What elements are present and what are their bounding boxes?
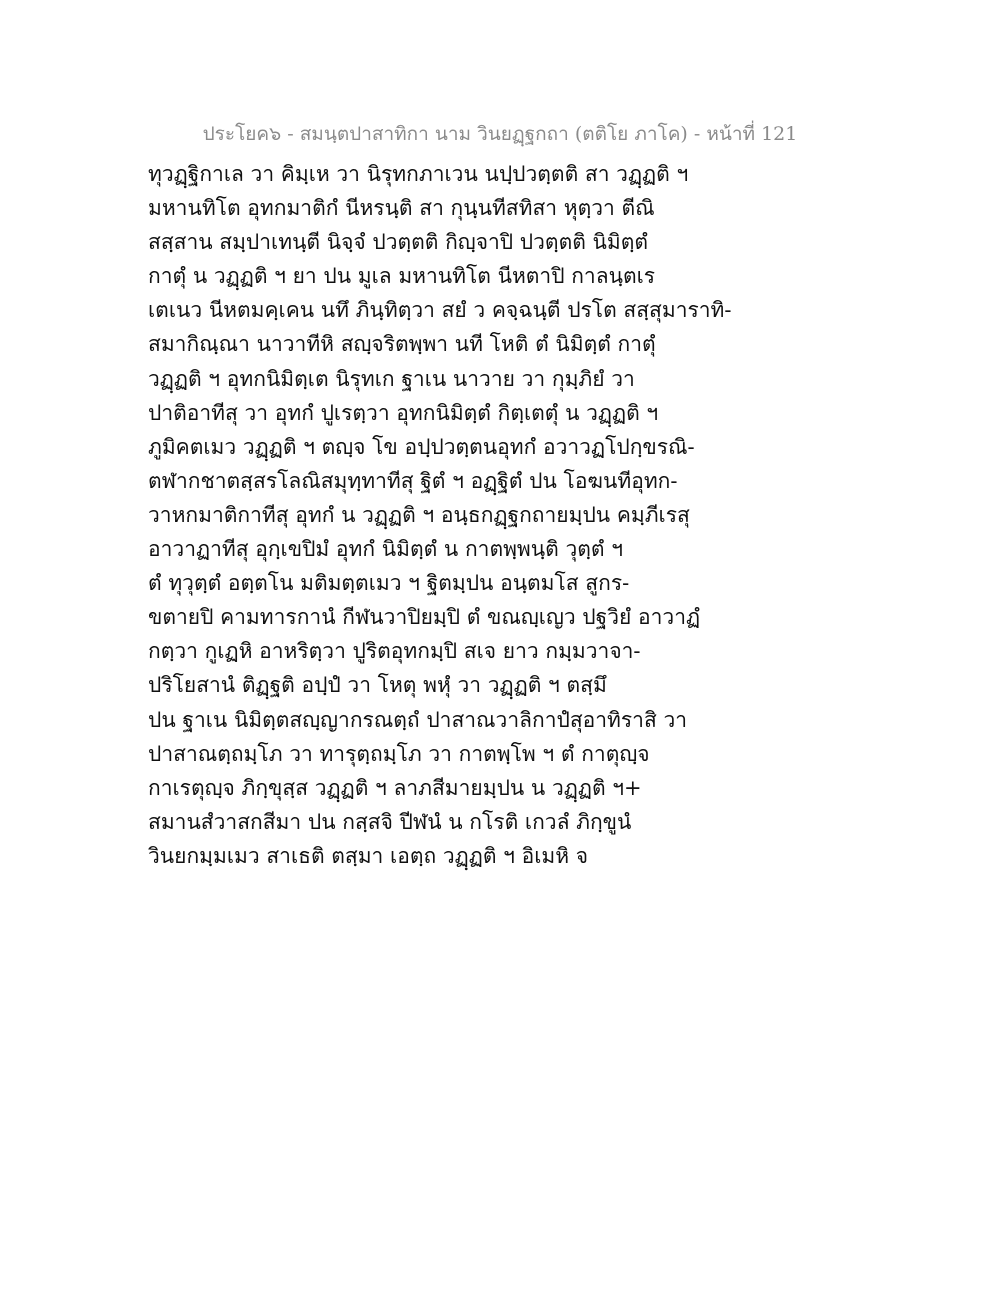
text-line: สมากิณฺณา นาวาทีหิ สญฺจริตพฺพา นที โหติ ตํ นิมิตฺตํ กาตุํ [148,332,656,357]
text-line: ทุวฏฺฐิกาเล วา คิมฺเห วา นิรุทกภาเวน นปฺปวตฺตติ สา วฏฺฏติ ฯ [148,162,689,186]
text-line: วฏฺฏติ ฯ อุทกนิมิตฺเต นิรุทเก ฐาเน นาวาย วา กุมฺภิยํ วา [148,366,635,391]
text-line: สสฺสาน สมฺปาเทนฺตี นิจฺจํ ปวตฺตติ กิญฺจาปิ ปวตฺตติ นิมิตฺตํ [148,230,648,255]
text-line: ตํ ทุวุตฺตํ อตฺตโน มติมตฺตเมว ฯ ฐิตมฺปน อนฺตมโส สูกร- [148,571,630,596]
text-line: วาหกมาติกาทีสุ อุทกํ น วฏฺฏติ ฯ อนฺธกฏฺฐกถายมฺปน คมฺภีเรสุ [148,502,690,527]
text-line: สมานสํวาสกสีมา ปน กสฺสจิ ปีฬนํ น กโรติ เกวลํ ภิกฺขูนํ [148,809,632,834]
text-line: กตฺวา กูเฏหิ อาหริตฺวา ปูริตอุทกมฺปิ สเจ ยาว กมฺมวาจา- [148,639,641,664]
text-line: ปาติอาทีสุ วา อุทกํ ปูเรตฺวา อุทกนิมิตฺตํ กิตฺเตตุํ น วฏฺฏติ ฯ [148,400,659,425]
running-header: ประโยค๖ - สมนฺตปาสาทิกา นาม วินยฏฺฐกถา (ตติโย ภาโค) - หน้าที่ 121 [202,123,798,145]
text-line: กาตุํ น วฏฺฏติ ฯ ยา ปน มูเล มหานทิโต นีหตาปิ กาลนฺตเร [148,264,656,289]
text-line: ตฬากชาตสฺสรโลณิสมุทฺทาทีสุ ฐิตํ ฯ อฏฺฐิตํ ปน โอฆนทีอุทก- [148,468,678,493]
text-line: ขตายปิ คามทารกานํ กีฬนวาปิยมฺปิ ตํ ขณญฺเญว ปฐวิยํ อาวาฏํ [148,605,701,630]
text-line: ปริโยสานํ ติฏฺฐติ อปฺปํ วา โหตุ พหุํ วา วฏฺฏติ ฯ ตสฺมึ [148,673,607,698]
body-text [148,157,732,873]
text-line: ภูมิคตเมว วฏฺฏติ ฯ ตญฺจ โข อปฺปวตฺตนอุทกํ อวาวฏโปกฺขรณิ- [148,434,695,459]
text-line: กาเรตุญฺจ ภิกฺขุสฺส วฏฺฏติ ฯ ลาภสีมายมฺปน น วฏฺฏติ ฯ+ [148,775,642,800]
text-line: ปาสาณตฺถมฺโภ วา ทารุตฺถมฺโภ วา กาตพฺโพ ฯ ตํ กาตุญฺจ [148,741,650,766]
text-line: เตเนว นีหตมคฺเคน นทึ ภินฺทิตฺวา สยํ ว คจฺฉนฺตี ปรโต สสฺสุมาราทิ- [148,298,732,323]
text-line: มหานทิโต อุทกมาติกํ นีหรนฺติ สา กุนฺนทีสทิสา หุตฺวา ตีณิ [148,196,655,221]
text-line: ปน ฐาเน นิมิตฺตสญฺญากรณตฺถํ ปาสาณวาลิกาปํสุอาทิราสิ วา [148,707,688,732]
text-line: อาวาฏาทีสุ อุกฺเขปิมํ อุทกํ นิมิตฺตํ น กาตพฺพนฺติ วุตฺตํ ฯ [148,537,623,562]
text-line: วินยกมฺมเมว สาเธติ ตสฺมา เอตฺถ วฏฺฏติ ฯ อิเมหิ จ [148,843,589,868]
